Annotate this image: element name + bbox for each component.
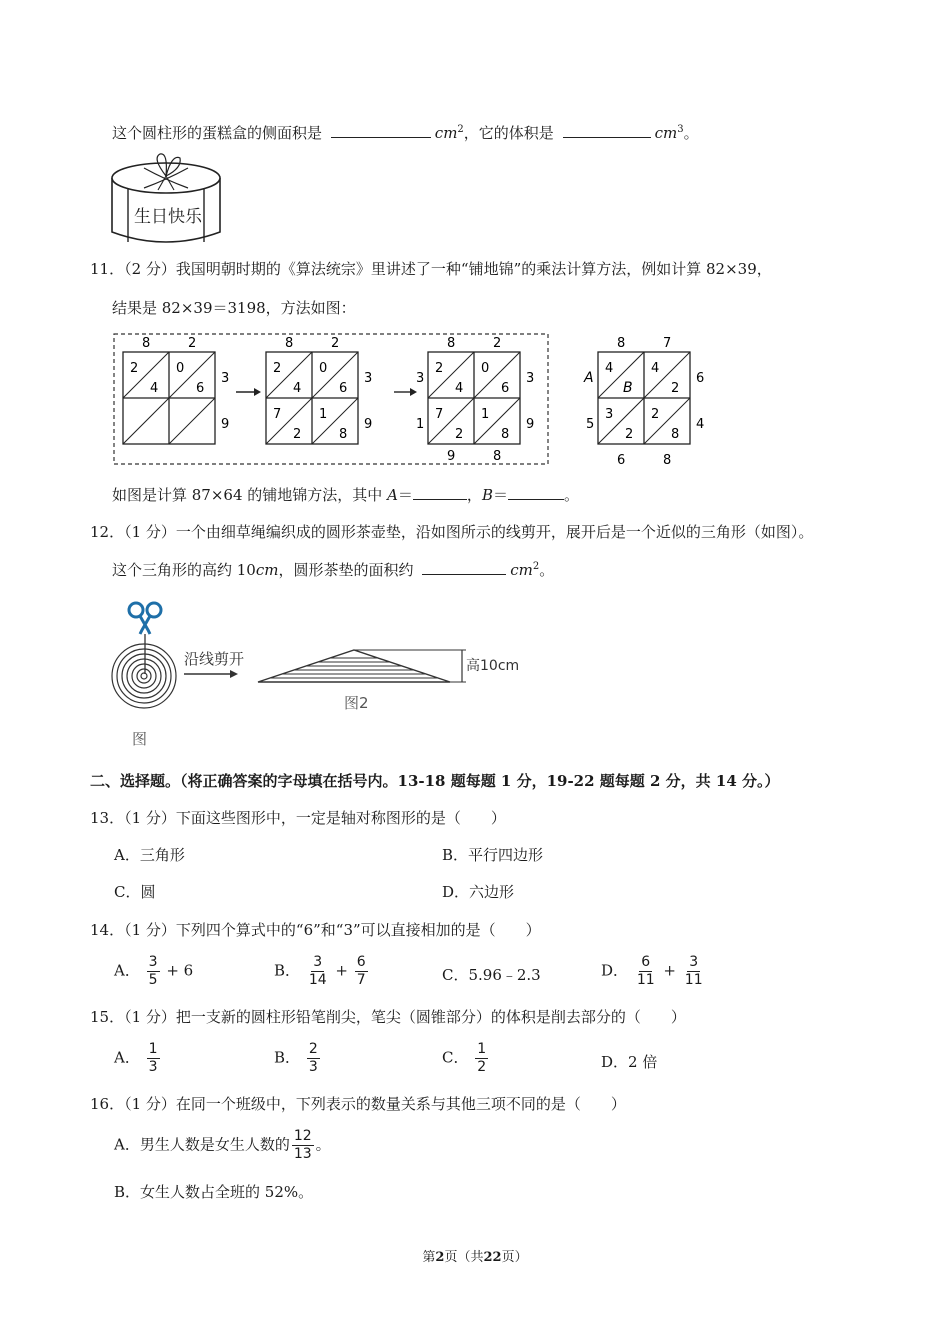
g3-top-1: 2 xyxy=(493,336,502,351)
g2-right-0: 3 xyxy=(364,371,373,386)
q15-stem: 15．（1 分）把一支新的圆柱形铅笔削尖，笔尖（圆锥部分）的体积是削去部分的（ ） xyxy=(90,1008,686,1026)
g2-cell-5: 2 xyxy=(293,427,302,442)
g2-cell-2: 0 xyxy=(319,361,328,376)
q14-option-b[interactable] xyxy=(274,954,370,989)
spiral-mat xyxy=(112,644,176,708)
section-2-heading: 二、选择题。（将正确答案的字母填在括号内。13-18 题每题 1 分，19-22 题每题 2 分，共 14 分。） xyxy=(90,772,780,790)
q14-d2-num: 3 xyxy=(689,954,699,970)
q14-option-d[interactable] xyxy=(601,954,707,989)
g2-top-1: 2 xyxy=(331,336,340,351)
q10-volume-unit: cm xyxy=(654,124,678,142)
grid-step1 xyxy=(123,336,229,444)
gq-cell-0: 4 xyxy=(605,361,614,376)
q11-var-a: A xyxy=(387,486,398,504)
g1-right-1: 9 xyxy=(221,417,230,432)
q12-line2-a: 这个三角形的高约 10 xyxy=(112,561,256,579)
q12-unit-2: cm xyxy=(510,561,533,579)
fig1-label: 图 xyxy=(132,730,148,748)
q14-d1-den: 11 xyxy=(636,972,655,988)
q14-a-den: 5 xyxy=(148,972,158,988)
q13-option-c[interactable]: C．圆 xyxy=(114,883,156,901)
g3-top-0: 8 xyxy=(447,336,456,351)
page-footer xyxy=(0,1246,950,1265)
gq-left-0: A xyxy=(584,370,594,386)
gq-bottom-0: 6 xyxy=(617,453,626,468)
q11-eq-a: ＝ xyxy=(397,486,413,504)
q12-line2-c: 。 xyxy=(539,561,555,579)
footer-pre: 第 xyxy=(422,1250,436,1265)
q14-b-plus: + xyxy=(335,961,348,980)
q10-line: 这个圆柱形的蛋糕盒的侧面积是 $cm^2$，它的体积是 $cm^3$。 xyxy=(112,124,699,142)
q12-line2: 这个三角形的高约 10cm，圆形茶垫的面积约 $cm^2$。 xyxy=(112,561,555,579)
q15-a-label: A． xyxy=(114,1048,140,1067)
g3-cell-3: 6 xyxy=(501,381,510,396)
height-label: 高10cm xyxy=(466,658,520,674)
g3-cell-1: 4 xyxy=(455,381,464,396)
q10-area-blank[interactable] xyxy=(331,123,431,138)
gq-cell-1: B xyxy=(623,380,633,396)
q14-d1-num: 6 xyxy=(641,954,651,970)
q16-stem: 16．（1 分）在同一个班级中，下列表示的数量关系与其他三项不同的是（ ） xyxy=(90,1095,626,1113)
q10-text-b: ，它的体积是 xyxy=(463,124,554,142)
q10-volume-blank[interactable] xyxy=(563,123,651,138)
q14-d-fraction-2 xyxy=(683,954,705,989)
g2-cell-3: 6 xyxy=(339,381,348,396)
gq-cell-7: 8 xyxy=(671,427,680,442)
q14-d2-den: 11 xyxy=(684,972,703,988)
g1-cell-0: 2 xyxy=(130,361,139,376)
q15-b-label: B． xyxy=(274,1048,301,1067)
g3-bottom-0: 9 xyxy=(447,449,456,464)
g3-cell-6: 1 xyxy=(481,407,490,422)
q14-b1-num: 3 xyxy=(313,954,323,970)
q11-a-blank[interactable] xyxy=(413,485,467,500)
q15-c-den: 2 xyxy=(477,1059,487,1075)
q15-b-den: 3 xyxy=(308,1059,318,1075)
cake-box-figure xyxy=(108,150,228,250)
footer-post: 页） xyxy=(501,1250,528,1265)
gq-top-1: 7 xyxy=(663,336,672,351)
q14-a-label: A． xyxy=(114,961,140,980)
g3-right-0: 3 xyxy=(526,371,535,386)
q14-b2-den: 7 xyxy=(356,972,366,988)
g2-cell-1: 4 xyxy=(293,381,302,396)
g1-top-0: 8 xyxy=(142,336,151,351)
grid-step3 xyxy=(416,336,534,464)
g3-left-0: 3 xyxy=(416,371,425,386)
q12-unit-1: cm xyxy=(255,561,279,579)
g1-top-1: 2 xyxy=(188,336,197,351)
q10-end: 。 xyxy=(683,124,699,142)
tea-mat-figure xyxy=(104,596,544,752)
q10-text-a: 这个圆柱形的蛋糕盒的侧面积是 xyxy=(112,124,323,142)
q15-option-c[interactable] xyxy=(442,1041,490,1076)
gq-top-0: 8 xyxy=(617,336,626,351)
q12-area-blank[interactable] xyxy=(422,560,506,575)
grid-step2 xyxy=(266,336,372,444)
q14-a-rest: + 6 xyxy=(166,961,194,980)
g1-cell-1: 4 xyxy=(150,381,159,396)
q15-a-fraction xyxy=(147,1041,160,1076)
q16-a-fraction xyxy=(292,1128,314,1163)
g3-bottom-1: 8 xyxy=(493,449,502,464)
cut-label: 沿线剪开 xyxy=(184,650,245,668)
gq-right-1: 4 xyxy=(696,417,705,432)
q11-comma: ， xyxy=(466,486,482,504)
g2-right-1: 9 xyxy=(364,417,373,432)
q13-option-d[interactable]: D．六边形 xyxy=(442,883,515,901)
q14-option-c[interactable]: C．5.96﹣2.3 xyxy=(442,966,541,984)
q11-line2: 结果是 82×39＝3198，方法如图： xyxy=(112,299,356,317)
g1-cell-3: 6 xyxy=(196,381,205,396)
q15-c-num: 1 xyxy=(477,1041,487,1057)
q11-eq-b: ＝ xyxy=(492,486,508,504)
q15-b-num: 2 xyxy=(308,1041,318,1057)
gq-left-1: 5 xyxy=(586,417,595,432)
q15-a-num: 1 xyxy=(148,1041,158,1057)
grid-question xyxy=(583,336,704,468)
gq-cell-2: 4 xyxy=(651,361,660,376)
q14-d-label: D． xyxy=(601,961,629,980)
gq-cell-4: 3 xyxy=(605,407,614,422)
q15-b-fraction xyxy=(307,1041,320,1076)
q14-d-plus: + xyxy=(663,961,676,980)
q11-line3-text: 如图是计算 87×64 的铺地锦方法，其中 xyxy=(112,486,383,504)
g3-right-1: 9 xyxy=(526,417,535,432)
g3-left-1: 1 xyxy=(416,417,425,432)
g2-cell-7: 8 xyxy=(339,427,348,442)
q11-line3 xyxy=(112,484,579,505)
gq-cell-3: 2 xyxy=(671,381,680,396)
q14-a-fraction xyxy=(147,954,160,989)
g3-cell-2: 0 xyxy=(481,361,490,376)
q16-option-a[interactable] xyxy=(114,1128,331,1163)
g2-cell-6: 1 xyxy=(319,407,328,422)
q14-b-fraction-1 xyxy=(307,954,329,989)
cake-box-label: 生日快乐 xyxy=(134,207,202,227)
q15-option-a[interactable] xyxy=(114,1041,162,1076)
q11-line1: 11．（2 分）我国明朝时期的《算法统宗》里讲述了一种“铺地锦”的乘法计算方法，例如计算 82×39， xyxy=(90,260,772,278)
unrolled-triangle xyxy=(258,650,450,682)
q16-a-den: 13 xyxy=(293,1146,312,1162)
q16-a-text: A．男生人数是女生人数的 xyxy=(114,1135,290,1154)
fig2-label: 图2 xyxy=(344,694,369,712)
footer-total: 22 xyxy=(483,1250,502,1265)
q16-option-b[interactable]: B．女生人数占全班的 52%。 xyxy=(114,1183,314,1201)
q13-option-a[interactable]: A．三角形 xyxy=(114,846,185,864)
q15-option-b[interactable] xyxy=(274,1041,322,1076)
q12-line1: 12．（1 分）一个由细草绳编织成的圆形茶壶垫，沿如图所示的线剪开，展开后是一个近似的三角形（如图）。 xyxy=(90,523,814,541)
q15-c-label: C． xyxy=(442,1048,469,1067)
footer-page: 2 xyxy=(435,1250,445,1265)
q14-stem: 14．（1 分）下列四个算式中的“6”和“3”可以直接相加的是（ ） xyxy=(90,921,541,939)
q14-d-fraction-1 xyxy=(635,954,657,989)
gq-right-0: 6 xyxy=(696,371,705,386)
q10-area-unit: cm xyxy=(434,124,458,142)
g2-cell-4: 7 xyxy=(273,407,282,422)
q14-b-label: B． xyxy=(274,961,301,980)
q14-b1-den: 14 xyxy=(308,972,327,988)
g1-cell-2: 0 xyxy=(176,361,185,376)
gq-cell-5: 2 xyxy=(625,427,634,442)
g1-right-0: 3 xyxy=(221,371,230,386)
q16-a-end: 。 xyxy=(315,1135,331,1154)
gq-bottom-1: 8 xyxy=(663,453,672,468)
g2-cell-0: 2 xyxy=(273,361,282,376)
q14-option-a[interactable] xyxy=(114,954,193,989)
arrow-2 xyxy=(394,388,417,396)
q14-b2-num: 6 xyxy=(356,954,366,970)
q12-line2-b: ，圆形茶垫的面积约 xyxy=(278,561,414,579)
g3-cell-7: 8 xyxy=(501,427,510,442)
g3-cell-0: 2 xyxy=(435,361,444,376)
q11-var-b: B xyxy=(481,486,493,504)
scissors-icon xyxy=(129,603,161,634)
footer-mid: 页（共 xyxy=(444,1250,484,1265)
pudijin-diagram xyxy=(108,330,720,472)
q14-a-num: 3 xyxy=(148,954,158,970)
g3-cell-5: 2 xyxy=(455,427,464,442)
arrow-1 xyxy=(236,388,261,396)
q11-end: 。 xyxy=(563,486,579,504)
q13-option-b[interactable]: B．平行四边形 xyxy=(442,846,544,864)
q16-a-num: 12 xyxy=(293,1128,312,1144)
q11-b-blank[interactable] xyxy=(508,485,564,500)
gq-cell-6: 2 xyxy=(651,407,660,422)
q15-a-den: 3 xyxy=(148,1059,158,1075)
q14-b-fraction-2 xyxy=(355,954,368,989)
q13-stem: 13．（1 分）下面这些图形中，一定是轴对称图形的是（ ） xyxy=(90,809,506,827)
g3-cell-4: 7 xyxy=(435,407,444,422)
g2-top-0: 8 xyxy=(285,336,294,351)
q15-c-fraction xyxy=(475,1041,488,1076)
q15-option-d[interactable]: D．2 倍 xyxy=(601,1053,658,1071)
